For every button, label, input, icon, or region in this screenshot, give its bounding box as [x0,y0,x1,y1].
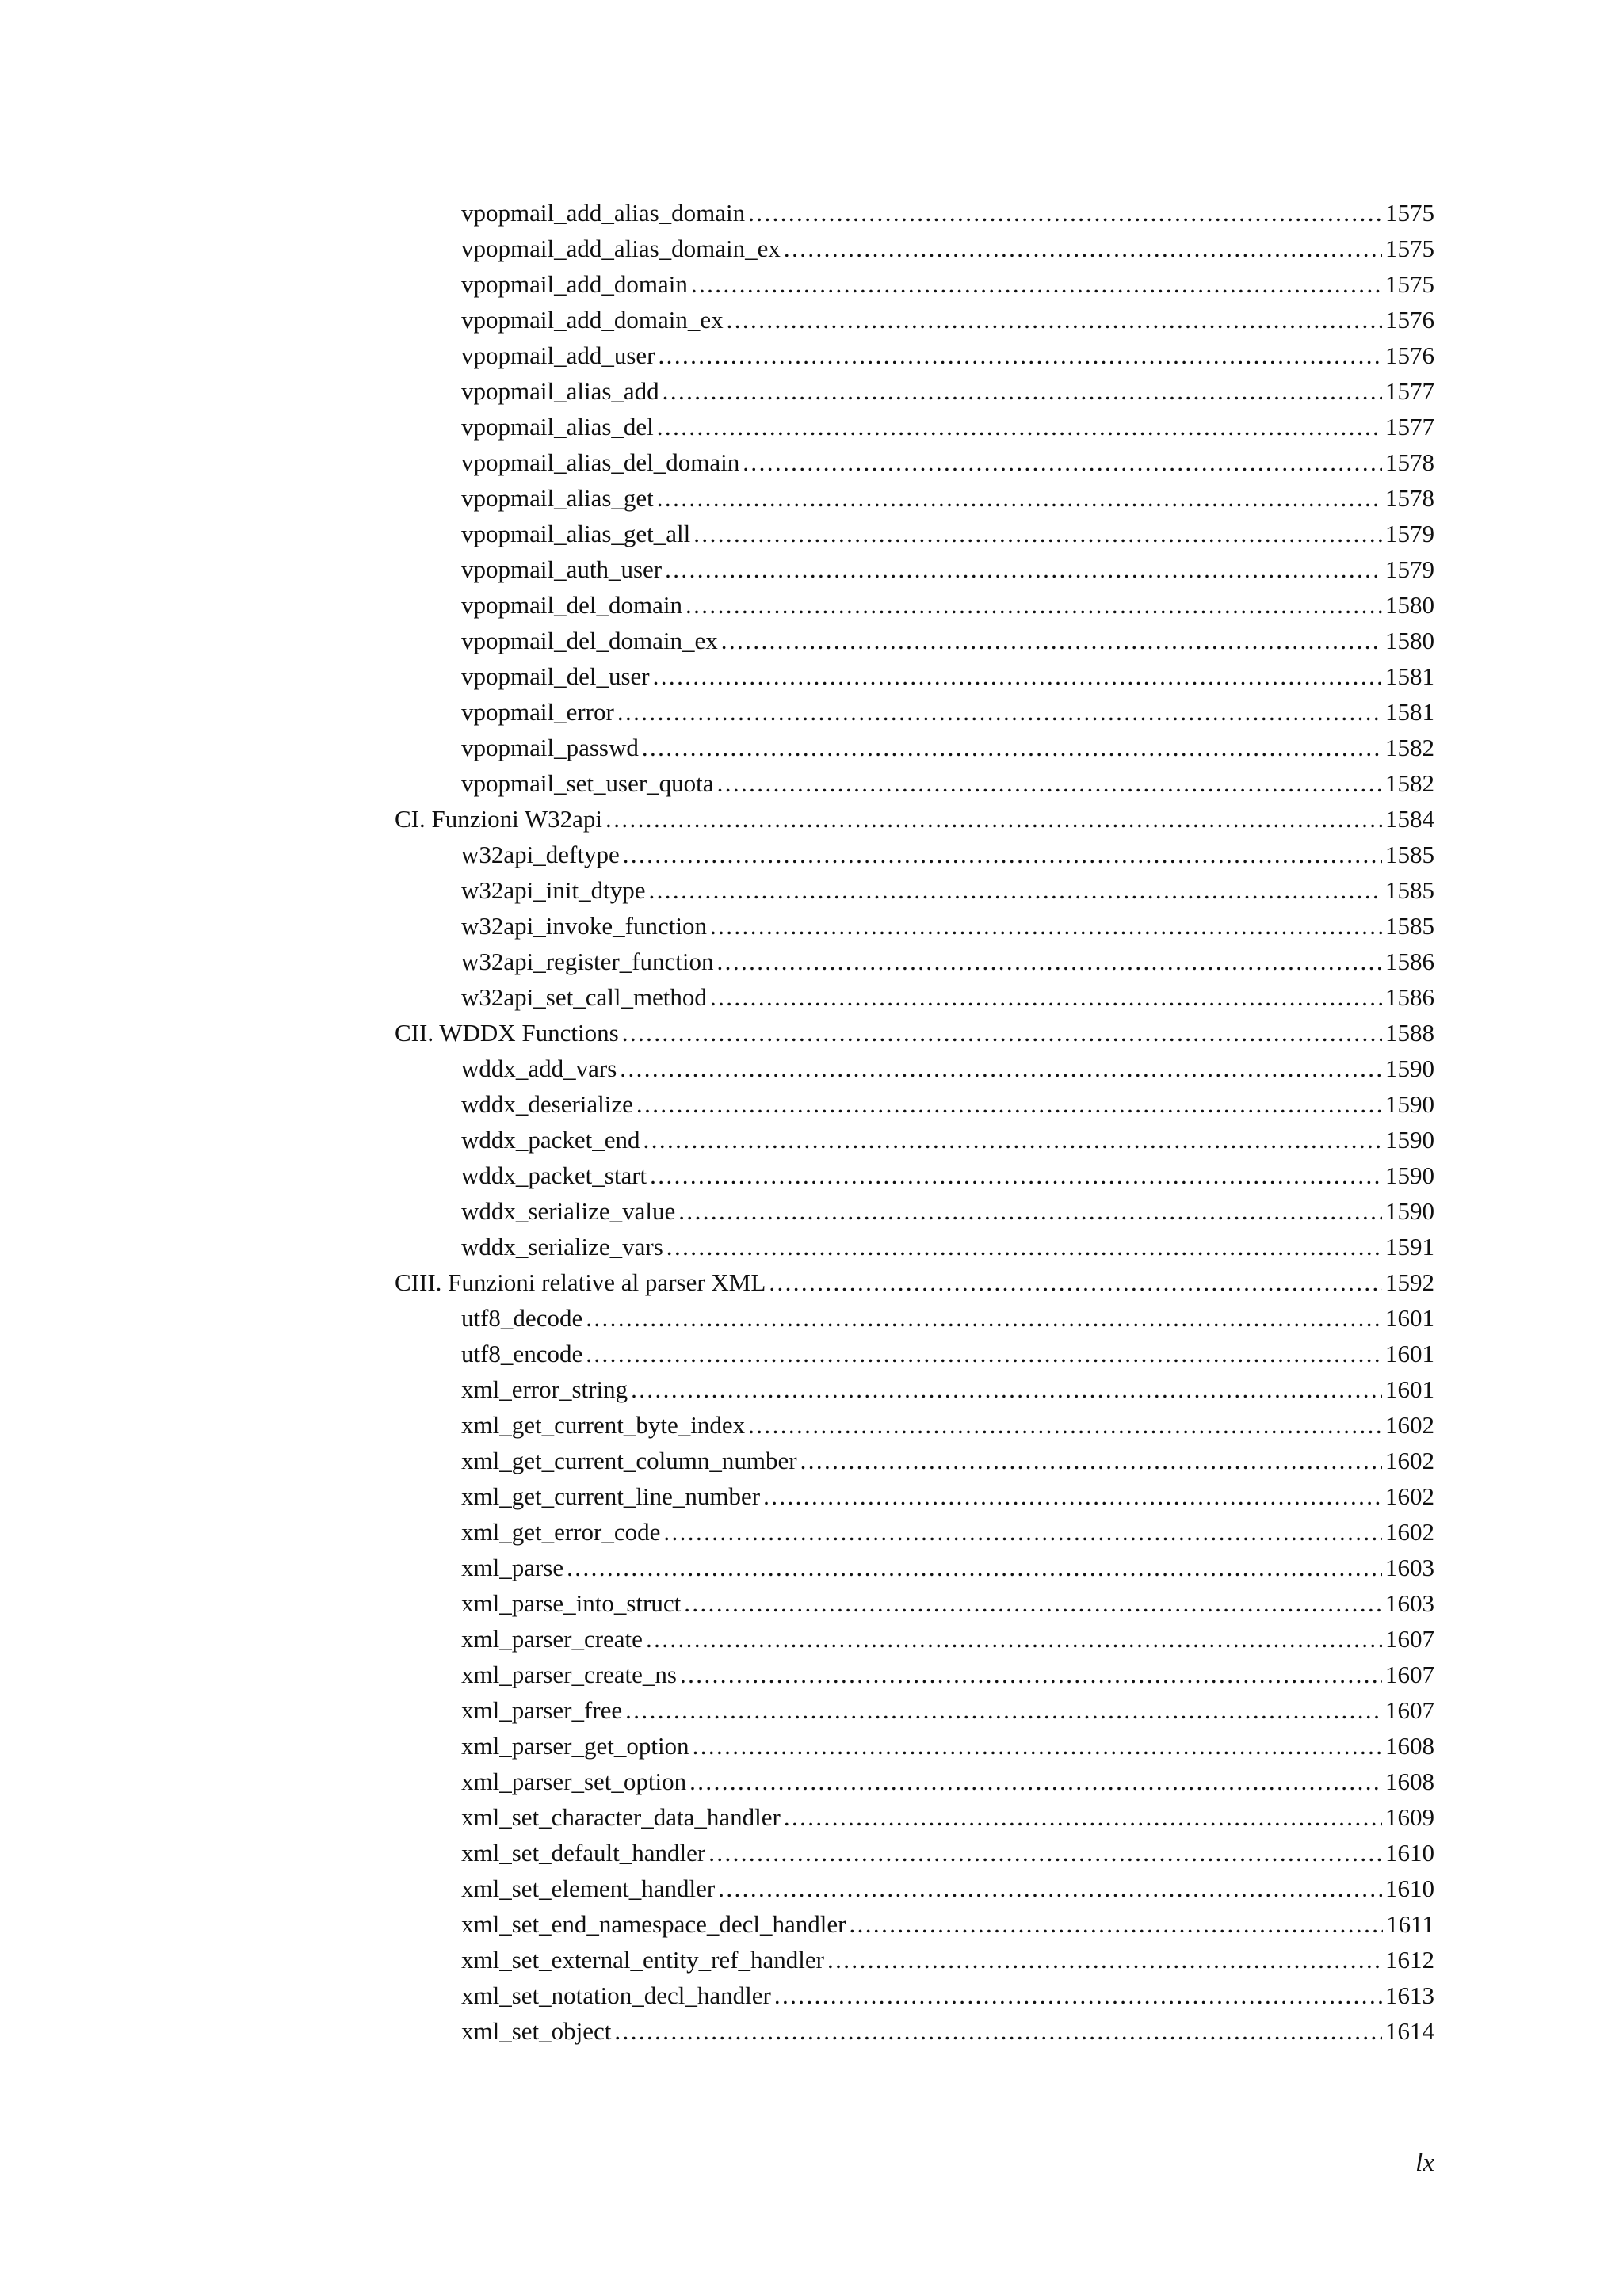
toc-entry-page-number: 1607 [1385,1661,1434,1688]
dot-leader [586,1300,1382,1336]
toc-entry[interactable] [395,730,1434,765]
toc-entry[interactable] [395,302,1434,338]
toc-entry[interactable] [395,979,1434,1015]
dot-leader [614,2013,1382,2049]
toc-entry-page-number: 1608 [1385,1732,1434,1760]
toc-entry-title: utf8_decode [461,1304,583,1332]
dot-leader [605,801,1382,837]
toc-entry-title: xml_parser_create_ns [461,1661,677,1688]
toc-entry-page-number: 1612 [1385,1946,1434,1974]
toc-entry-page-number: 1608 [1385,1768,1434,1795]
toc-entry[interactable] [395,1371,1434,1407]
dot-leader [665,551,1382,587]
toc-entry-title: w32api_deftype [461,841,620,868]
toc-entry-title: vpopmail_add_domain [461,270,688,298]
toc-entry[interactable] [395,266,1434,302]
toc-entry[interactable] [395,1799,1434,1835]
toc-entry-title: wddx_deserialize [461,1090,633,1118]
toc-entry[interactable] [395,587,1434,623]
toc-entry-title: CIII. Funzioni relative al parser XML [395,1268,766,1296]
dot-leader [636,1086,1382,1122]
dot-leader [663,1514,1382,1550]
toc-entry[interactable] [395,1871,1434,1906]
toc-entry-page-number: 1581 [1385,662,1434,690]
toc-entry-page-number: 1601 [1385,1304,1434,1332]
dot-leader [678,1193,1382,1229]
toc-entry-page-number: 1581 [1385,698,1434,726]
toc-entry[interactable] [395,1478,1434,1514]
toc-entry[interactable] [395,1158,1434,1193]
toc-entry[interactable] [395,373,1434,409]
dot-leader [717,944,1382,979]
toc-entry-page-number: 1601 [1385,1375,1434,1403]
toc-entry-title: vpopmail_alias_del [461,413,654,441]
toc-entry-page-number: 1602 [1385,1482,1434,1510]
toc-entry-page-number: 1590 [1385,1161,1434,1189]
toc-entry-page-number: 1586 [1385,983,1434,1011]
dot-leader [774,1978,1382,2013]
toc-entry[interactable] [395,1300,1434,1336]
dot-leader [663,373,1382,409]
toc-entry-title: vpopmail_alias_get_all [461,520,691,547]
toc-entry[interactable] [395,1692,1434,1728]
toc-entry[interactable] [395,1193,1434,1229]
toc-entry-page-number: 1575 [1385,270,1434,298]
page-number: lx [1415,2149,1434,2177]
toc-entry-page-number: 1590 [1385,1197,1434,1225]
toc-entry-title: w32api_init_dtype [461,876,646,904]
toc-entry-page-number: 1580 [1385,627,1434,654]
dot-leader [657,480,1382,516]
toc-entry-page-number: 1578 [1385,448,1434,476]
toc-entry-page-number: 1592 [1385,1268,1434,1296]
dot-leader [784,231,1382,266]
toc-entry-title: vpopmail_del_user [461,662,650,690]
toc-entry-title: xml_get_current_byte_index [461,1411,746,1439]
dot-leader [650,1158,1382,1193]
toc-entry-title: vpopmail_alias_del_domain [461,448,740,476]
toc-entry[interactable] [395,1051,1434,1086]
toc-entry-page-number: 1591 [1385,1233,1434,1261]
dot-leader [623,837,1382,872]
toc-entry-page-number: 1585 [1385,876,1434,904]
dot-leader [631,1371,1382,1407]
toc-entry-page-number: 1602 [1385,1411,1434,1439]
toc-entry-title: vpopmail_alias_get [461,484,654,512]
toc-entry-title: xml_parse_into_struct [461,1589,682,1617]
dot-leader [622,1015,1382,1051]
toc-entry[interactable] [395,1906,1434,1942]
toc-entry-title: wddx_serialize_value [461,1197,676,1225]
dot-leader [763,1478,1382,1514]
toc-entry-title: xml_error_string [461,1375,628,1403]
dot-leader [680,1657,1382,1692]
toc-entry-title: vpopmail_error [461,698,614,726]
dot-leader [691,266,1382,302]
toc-entry-title: vpopmail_add_alias_domain [461,199,746,227]
dot-leader [800,1443,1382,1478]
toc-entry[interactable] [395,1585,1434,1621]
toc-entry-page-number: 1603 [1385,1589,1434,1617]
dot-leader [710,979,1382,1015]
toc-entry-title: vpopmail_auth_user [461,555,663,583]
toc-entry-page-number: 1610 [1385,1875,1434,1902]
dot-leader [708,1835,1382,1871]
toc-entry-title: xml_parse [461,1554,564,1581]
dot-leader [586,1336,1382,1371]
dot-leader [717,765,1382,801]
toc-entry-title: CII. WDDX Functions [395,1019,619,1047]
toc-entry[interactable] [395,1764,1434,1799]
dot-leader [721,623,1382,658]
dot-leader [784,1799,1382,1835]
toc-entry-title: xml_set_character_data_handler [461,1803,781,1831]
toc-entry-page-number: 1580 [1385,591,1434,619]
toc-entry-title: xml_set_object [461,2017,612,2045]
toc-entry[interactable] [395,694,1434,730]
toc-entry-page-number: 1582 [1385,769,1434,797]
toc-entry-page-number: 1590 [1385,1126,1434,1154]
toc-entry[interactable] [395,1942,1434,1978]
toc-entry-page-number: 1576 [1385,306,1434,334]
toc-entry-title: w32api_invoke_function [461,912,707,940]
dot-leader [625,1692,1382,1728]
toc-entry[interactable] [395,1550,1434,1585]
toc-entry-title: wddx_serialize_vars [461,1233,663,1261]
toc-entry-title: xml_set_notation_decl_handler [461,1981,771,2009]
toc-entry[interactable] [395,1657,1434,1692]
toc-entry-page-number: 1575 [1385,199,1434,227]
dot-leader [620,1051,1382,1086]
toc-section-entry[interactable] [395,1015,1434,1051]
toc-entry[interactable] [395,1443,1434,1478]
toc-entry[interactable] [395,1621,1434,1657]
dot-leader [653,658,1382,694]
toc-entry-title: wddx_packet_end [461,1126,640,1154]
dot-leader [659,338,1382,373]
toc-entry[interactable] [395,480,1434,516]
toc-entry-page-number: 1577 [1385,413,1434,441]
toc-entry-title: xml_parser_set_option [461,1768,687,1795]
toc-entry-page-number: 1613 [1385,1981,1434,2009]
toc-entry[interactable] [395,444,1434,480]
toc-entry-title: xml_set_element_handler [461,1875,716,1902]
toc-section-entry[interactable] [395,1264,1434,1300]
toc-entry-page-number: 1602 [1385,1447,1434,1474]
toc-entry-title: xml_parser_free [461,1696,623,1724]
dot-leader [693,516,1382,551]
dot-leader [827,1942,1382,1978]
toc-entry[interactable] [395,1122,1434,1158]
dot-leader [718,1871,1382,1906]
toc-entry[interactable] [395,837,1434,872]
toc-entry-page-number: 1611 [1386,1910,1434,1938]
dot-leader [666,1229,1382,1264]
toc-entry[interactable] [395,944,1434,979]
toc-entry[interactable] [395,2013,1434,2049]
toc-entry[interactable] [395,908,1434,944]
toc-entry-page-number: 1585 [1385,841,1434,868]
toc-entry-page-number: 1576 [1385,341,1434,369]
dot-leader [643,1122,1382,1158]
dot-leader [743,444,1382,480]
toc-entry[interactable] [395,1229,1434,1264]
toc-entry-title: vpopmail_passwd [461,734,639,761]
toc-entry[interactable] [395,1835,1434,1871]
toc-entry-title: vpopmail_set_user_quota [461,769,714,797]
toc-entry-page-number: 1607 [1385,1625,1434,1653]
toc-entry-title: vpopmail_alias_add [461,377,659,405]
toc-entry-page-number: 1585 [1385,912,1434,940]
dot-leader [727,302,1382,338]
toc-entry-title: xml_get_current_line_number [461,1482,761,1510]
dot-leader [748,1407,1382,1443]
toc-entry-page-number: 1577 [1385,377,1434,405]
toc-section-entry[interactable] [395,801,1434,837]
toc-entry-page-number: 1575 [1385,235,1434,262]
toc-entry-page-number: 1590 [1385,1090,1434,1118]
toc-entry[interactable] [395,1407,1434,1443]
toc-entry[interactable] [395,1086,1434,1122]
toc-entry-page-number: 1582 [1385,734,1434,761]
toc-entry-title: xml_set_default_handler [461,1839,706,1867]
toc-entry-title: wddx_packet_start [461,1161,647,1189]
toc-entry-title: vpopmail_del_domain_ex [461,627,718,654]
toc-entry-title: vpopmail_add_alias_domain_ex [461,235,781,262]
toc-entry-page-number: 1579 [1385,555,1434,583]
toc-entry-page-number: 1610 [1385,1839,1434,1867]
toc-entry[interactable] [395,765,1434,801]
toc-entry-page-number: 1584 [1385,805,1434,833]
toc-entry-page-number: 1579 [1385,520,1434,547]
toc-entry[interactable] [395,516,1434,551]
dot-leader [693,1728,1382,1764]
toc-entry-page-number: 1607 [1385,1696,1434,1724]
toc-entry-title: xml_parser_get_option [461,1732,689,1760]
toc-entry[interactable] [395,623,1434,658]
toc-entry-page-number: 1602 [1385,1518,1434,1546]
dot-leader [646,1621,1382,1657]
dot-leader [849,1906,1383,1942]
toc-entry-title: xml_set_external_entity_ref_handler [461,1946,824,1974]
dot-leader [769,1264,1382,1300]
toc-entry-title: w32api_set_call_method [461,983,707,1011]
toc-entry-page-number: 1586 [1385,948,1434,975]
toc-entry-title: utf8_encode [461,1340,583,1367]
toc-entry[interactable] [395,658,1434,694]
toc-entry-title: vpopmail_del_domain [461,591,682,619]
toc-entry-page-number: 1609 [1385,1803,1434,1831]
toc-entry-page-number: 1601 [1385,1340,1434,1367]
toc-entry-title: xml_set_end_namespace_decl_handler [461,1910,846,1938]
toc-entry-title: vpopmail_add_user [461,341,655,369]
toc-entry[interactable] [395,409,1434,444]
toc-entry-title: xml_get_error_code [461,1518,661,1546]
dot-leader [648,872,1382,908]
toc-entry[interactable] [395,1336,1434,1371]
toc-entry[interactable] [395,1728,1434,1764]
toc-entry[interactable] [395,231,1434,266]
toc-entry[interactable] [395,872,1434,908]
toc-entry[interactable] [395,338,1434,373]
toc-entry-title: CI. Funzioni W32api [395,805,603,833]
dot-leader [657,409,1382,444]
dot-leader [685,587,1382,623]
toc-entry-title: xml_get_current_column_number [461,1447,797,1474]
dot-leader [617,694,1382,730]
toc-entry-title: w32api_register_function [461,948,714,975]
toc-entry-page-number: 1590 [1385,1055,1434,1082]
toc-entry[interactable] [395,195,1434,231]
toc-entry-page-number: 1614 [1385,2017,1434,2045]
toc-entry-title: xml_parser_create [461,1625,643,1653]
toc-entry[interactable] [395,551,1434,587]
toc-entry-page-number: 1588 [1385,1019,1434,1047]
dot-leader [748,195,1382,231]
toc-entry-title: wddx_add_vars [461,1055,617,1082]
dot-leader [684,1585,1382,1621]
table-of-contents [395,195,1434,2049]
toc-entry-title: vpopmail_add_domain_ex [461,306,724,334]
dot-leader [567,1550,1382,1585]
toc-entry[interactable] [395,1514,1434,1550]
dot-leader [689,1764,1382,1799]
dot-leader [710,908,1382,944]
toc-entry-page-number: 1578 [1385,484,1434,512]
toc-entry-page-number: 1603 [1385,1554,1434,1581]
toc-entry[interactable] [395,1978,1434,2013]
dot-leader [642,730,1382,765]
